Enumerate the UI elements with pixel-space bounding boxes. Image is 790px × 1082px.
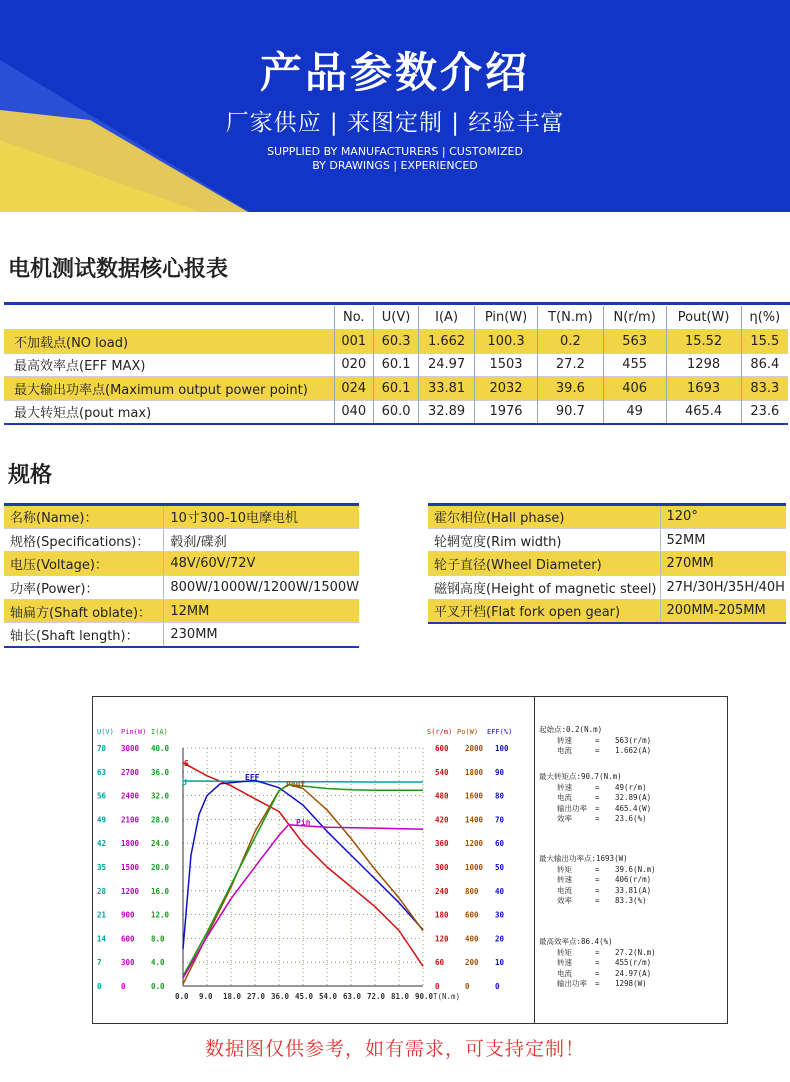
footer-disclaimer: 数据图仅供参考，如有需求，可支持定制！	[204, 1038, 585, 1060]
table-cell: 040	[334, 400, 374, 424]
note-val: 32.89(A)	[615, 793, 652, 802]
note-row	[539, 875, 656, 886]
table-cell: 563	[603, 330, 666, 354]
note-val: 24.97(A)	[615, 968, 652, 978]
y-tick-label: 20.0	[151, 863, 170, 872]
row-label: 不加载点(NO load)	[4, 330, 334, 354]
note-eq: =	[595, 979, 600, 988]
spec-row	[4, 552, 359, 576]
note-lab: 输出功率	[557, 803, 587, 813]
table-cell: 86.4	[750, 357, 780, 373]
spec-value: 52MM	[660, 528, 786, 552]
table-cell: 60.3	[374, 330, 419, 354]
note-eq: =	[595, 896, 600, 905]
note-eq: =	[595, 793, 600, 802]
table-cell: 2032	[475, 377, 538, 401]
banner-title: 产品参数介绍	[259, 48, 530, 97]
note-block	[539, 725, 651, 757]
y-tick-label: 60	[435, 958, 445, 968]
x-tick-label: 81.0	[391, 992, 410, 1001]
note-eq: =	[595, 885, 600, 895]
axis-label: Po(W)	[457, 728, 479, 736]
y-tick-label: 900	[121, 910, 135, 920]
x-tick-label: 54.0	[319, 992, 338, 1001]
y-tick-label: 56	[97, 791, 107, 801]
note-eq: =	[595, 968, 600, 978]
y-tick-label: 300	[435, 863, 449, 872]
y-tick-label: 400	[465, 934, 479, 944]
y-tick-label: 80	[495, 791, 505, 801]
axis-label: U(V)	[97, 728, 114, 736]
y-tick-label: 1800	[121, 839, 140, 849]
chart-notes-panel	[534, 697, 728, 1023]
note-row	[539, 865, 656, 876]
x-tick-label: 0.0	[175, 992, 189, 1001]
spec-value: 27H/30H/35H/40H	[660, 576, 786, 600]
y-tick-label: 1600	[465, 791, 484, 801]
table-cell: 60.1	[374, 353, 419, 377]
note-lab: 转速	[557, 958, 572, 967]
note-val: 83.3(%)	[615, 896, 647, 905]
note-block	[539, 854, 656, 907]
table-cell: η(%)	[741, 306, 788, 330]
x-tick-label: 63.0	[343, 992, 362, 1001]
note-val: 465.4(W)	[615, 803, 652, 813]
note-lab: 效率	[557, 814, 572, 823]
note-lab: 电流	[557, 885, 572, 895]
y-tick-label: 2700	[121, 767, 140, 777]
note-row	[539, 948, 656, 959]
table-cell: 1693	[666, 377, 741, 401]
y-tick-label: 0	[495, 982, 500, 991]
y-tick-label: 2400	[121, 791, 140, 801]
table-cell: 455	[603, 353, 666, 377]
note-block	[539, 772, 651, 825]
axis-label: I(A)	[151, 728, 168, 736]
y-tick-label: 0	[465, 982, 470, 991]
table-header-row	[4, 306, 788, 330]
note-lab: 电流	[557, 968, 572, 978]
note-row	[539, 979, 656, 990]
y-tick-label: 7	[97, 958, 102, 968]
note-eq: =	[595, 803, 600, 813]
table-cell: 83.3	[741, 377, 788, 401]
table-cell: 1503	[475, 353, 538, 377]
note-val: 23.6(%)	[615, 814, 647, 823]
note-lab: 输出功率	[557, 979, 587, 988]
note-eq: =	[595, 958, 600, 967]
note-lab: 效率	[557, 896, 572, 905]
y-tick-label: 21	[97, 910, 107, 920]
curve-label: S	[184, 759, 189, 768]
note-val: 406(r/m)	[615, 875, 652, 884]
spec-key: 霍尔相位(Hall phase)	[428, 505, 660, 529]
spec-value: 270MM	[660, 552, 786, 576]
note-val: 455(r/m)	[615, 958, 652, 967]
y-tick-label: 32.0	[151, 791, 170, 801]
spec-key: 功率(Power)：	[4, 576, 164, 600]
spec-value: 120°	[660, 505, 786, 529]
y-tick-label: 540	[435, 767, 449, 777]
y-tick-label: 1400	[465, 815, 484, 825]
spec-value: 230MM	[164, 623, 359, 647]
table-row	[4, 330, 788, 354]
axis-label: Pin(W)	[121, 728, 147, 736]
spec-key: 磁钢高度(Height of magnetic steel)	[428, 576, 660, 600]
note-row	[539, 958, 656, 969]
spec-row	[428, 599, 786, 623]
y-tick-label: 2000	[465, 744, 484, 753]
y-tick-label: 2100	[121, 815, 140, 825]
table-row	[4, 377, 788, 401]
spec-row	[428, 576, 786, 600]
table-cell: 1.662	[419, 330, 475, 354]
x-tick-label: 9.0	[199, 992, 213, 1001]
y-tick-label: 16.0	[151, 886, 170, 896]
row-label: 最大转矩点(pout max)	[4, 400, 334, 424]
spec-row	[428, 505, 786, 529]
y-tick-label: 0.0	[151, 982, 165, 991]
table-cell: 60.0	[374, 400, 419, 424]
note-title: 最大输出功率点:1693(W)	[539, 854, 628, 863]
y-tick-label: 1800	[465, 767, 484, 777]
note-eq: =	[595, 735, 600, 745]
y-tick-label: 120	[435, 934, 449, 944]
note-eq: =	[595, 746, 600, 755]
table-cell: 39.6	[537, 377, 603, 401]
x-tick-label: 36.0	[271, 992, 290, 1001]
y-tick-label: 63	[97, 767, 107, 777]
axis-label: EFF(%)	[487, 728, 513, 736]
header-banner	[0, 0, 790, 212]
y-tick-label: 420	[435, 815, 449, 825]
curve-label: U	[182, 778, 187, 787]
table-row	[4, 400, 788, 424]
spec-value: 800W/1000W/1200W/1500W	[164, 576, 359, 600]
table-cell: N(r/m)	[603, 306, 666, 330]
note-eq: =	[595, 864, 600, 874]
x-tick-label: 45.0	[295, 992, 314, 1001]
curve-label: EFF	[245, 773, 260, 782]
y-tick-label: 480	[435, 791, 449, 801]
note-lab: 电流	[557, 746, 572, 755]
y-tick-label: 4.0	[151, 958, 165, 968]
table-cell: 100.3	[475, 330, 538, 354]
y-tick-label: 800	[465, 886, 479, 896]
banner-english-line-1: SUPPLIED BY MANUFACTURERS | CUSTOMIZED	[267, 145, 523, 158]
y-tick-label: 14	[97, 934, 107, 944]
note-row	[539, 886, 656, 897]
note-title: 起始点:0.2(N.m)	[539, 725, 603, 734]
table-cell: 33.81	[419, 377, 475, 401]
y-tick-label: 20	[495, 934, 505, 944]
x-tick-label: 90.0	[415, 992, 434, 1001]
y-tick-label: 200	[465, 958, 479, 968]
note-title: 最高效率点:86.4(%)	[539, 937, 613, 946]
y-tick-label: 28	[97, 886, 107, 896]
note-row	[539, 736, 651, 747]
note-eq: =	[595, 875, 600, 884]
table-cell: 90.7	[537, 400, 603, 424]
y-tick-label: 28.0	[151, 815, 170, 825]
note-eq: =	[595, 814, 600, 823]
note-lab: 转矩	[557, 864, 572, 874]
note-row	[539, 746, 651, 757]
note-val: 27.2(N.m)	[615, 947, 656, 957]
note-row	[539, 793, 651, 804]
note-lab: 转速	[557, 875, 572, 884]
table-cell: I(A)	[419, 306, 475, 330]
y-tick-label: 600	[435, 744, 449, 753]
y-tick-label: 35	[97, 863, 107, 872]
spec-key: 名称(Name)：	[4, 505, 164, 529]
table-cell: 406	[603, 377, 666, 401]
y-tick-label: 1500	[121, 863, 140, 872]
note-block	[539, 937, 656, 990]
spec-table-right	[428, 503, 786, 624]
spec-key: 规格(Specifications)：	[4, 528, 164, 552]
table-cell: 60.1	[374, 377, 419, 401]
note-row	[539, 896, 656, 907]
y-tick-label: 40.0	[151, 744, 170, 753]
table-cell: 49	[603, 400, 666, 424]
note-lab: 电流	[557, 793, 572, 802]
y-tick-label: 42	[97, 839, 107, 849]
y-tick-label: 30	[495, 910, 505, 920]
y-tick-label: 300	[121, 958, 135, 968]
report-title: 电机测试数据核心报表	[8, 257, 229, 282]
table-cell: 1298	[666, 353, 741, 377]
curve-label: Pin	[296, 818, 311, 827]
note-val: 1.662(A)	[615, 746, 652, 755]
table-cell: 24.97	[419, 353, 475, 377]
table-cell: T(N.m)	[537, 306, 603, 330]
table-cell: 27.2	[537, 353, 603, 377]
y-tick-label: 0	[121, 982, 126, 991]
note-val: 33.81(A)	[615, 885, 652, 895]
spec-key: 轮子直径(Wheel Diameter)	[428, 552, 660, 576]
note-row	[539, 969, 656, 980]
chart-plot	[93, 697, 533, 1023]
table-cell: 465.4	[666, 400, 741, 424]
note-eq: =	[595, 947, 600, 957]
spec-key: 轴长(Shaft length)：	[4, 623, 164, 647]
table-cell: 020	[334, 353, 374, 377]
x-tick-label: 27.0	[247, 992, 266, 1001]
report-top-rule	[4, 302, 790, 305]
y-tick-label: 600	[465, 910, 479, 920]
table-cell: 23.6	[750, 404, 780, 419]
spec-row	[4, 528, 359, 552]
spec-row	[4, 576, 359, 600]
note-val: 563(r/m)	[615, 735, 652, 745]
y-tick-label: 70	[495, 815, 505, 825]
y-tick-label: 1200	[465, 839, 484, 849]
x-axis-label: T(N.m)	[433, 992, 461, 1001]
table-cell: 32.89	[419, 400, 475, 424]
y-tick-label: 100	[495, 744, 509, 753]
series-line-pin	[183, 825, 423, 978]
axis-label: S(r/m)	[427, 728, 453, 736]
y-tick-label: 24.0	[151, 839, 170, 849]
y-tick-label: 90	[495, 767, 505, 777]
y-tick-label: 240	[435, 886, 449, 896]
table-cell: 1976	[475, 400, 538, 424]
spec-key: 轮辋宽度(Rim width)	[428, 528, 660, 552]
y-tick-label: 0	[97, 982, 102, 991]
spec-row	[428, 552, 786, 576]
note-val: 1298(W)	[615, 979, 647, 988]
note-title: 最大转矩点:90.7(N.m)	[539, 772, 622, 781]
y-tick-label: 3000	[121, 744, 140, 753]
y-tick-label: 36.0	[151, 767, 170, 777]
x-tick-label: 72.0	[367, 992, 386, 1001]
spec-value: 200MM-205MM	[660, 599, 786, 623]
row-label	[4, 306, 334, 330]
table-cell: U(V)	[374, 306, 419, 330]
y-tick-label: 50	[495, 863, 505, 872]
spec-row	[428, 528, 786, 552]
spec-value: 毂刹/碟刹	[164, 528, 359, 552]
table-cell: 024	[334, 377, 374, 401]
y-tick-label: 10	[495, 958, 505, 968]
table-cell: Pout(W)	[666, 306, 741, 330]
note-lab: 转矩	[557, 947, 572, 957]
x-tick-label: 18.0	[223, 992, 242, 1001]
curve-label: Pout	[286, 780, 306, 789]
spec-row	[4, 505, 359, 529]
spec-value: 12MM	[164, 599, 359, 623]
row-label: 最高效率点(EFF MAX)	[4, 353, 334, 377]
note-lab: 转速	[557, 782, 572, 792]
y-tick-label: 0	[435, 982, 440, 991]
note-row	[539, 804, 651, 815]
table-cell: 15.5	[741, 330, 788, 354]
table-cell: 0.2	[537, 330, 603, 354]
spec-table-left	[4, 503, 359, 648]
y-tick-label: 49	[97, 815, 107, 825]
y-tick-label: 1000	[465, 863, 484, 872]
y-tick-label: 40	[495, 886, 505, 896]
table-cell: No.	[334, 306, 374, 330]
y-tick-label: 60	[495, 839, 505, 849]
note-val: 39.6(N.m)	[615, 864, 656, 874]
table-cell: 15.52	[666, 330, 741, 354]
motor-performance-chart	[92, 696, 728, 1024]
y-tick-label: 12.0	[151, 910, 170, 920]
table-row	[4, 353, 788, 377]
banner-english-line-2: BY DRAWINGS | EXPERIENCED	[312, 159, 478, 172]
spec-key: 轴扁方(Shaft oblate)：	[4, 599, 164, 623]
note-lab: 转速	[557, 735, 572, 745]
table-cell: 001	[334, 330, 374, 354]
spec-value: 48V/60V/72V	[164, 552, 359, 576]
y-tick-label: 8.0	[151, 934, 165, 944]
banner-subtitle: 厂家供应 | 来图定制 | 经验丰富	[225, 110, 565, 136]
note-eq: =	[595, 782, 600, 792]
y-tick-label: 600	[121, 934, 135, 944]
y-tick-label: 1200	[121, 886, 140, 896]
spec-value: 10寸300-10电摩电机	[164, 505, 359, 529]
row-label: 最大输出功率点(Maximum output power point)	[4, 377, 334, 401]
y-tick-label: 70	[97, 744, 107, 753]
spec-row	[4, 599, 359, 623]
y-tick-label: 180	[435, 910, 449, 920]
spec-title: 规格	[8, 463, 53, 488]
table-cell: Pin(W)	[475, 306, 538, 330]
spec-row	[4, 623, 359, 647]
y-tick-label: 360	[435, 839, 449, 849]
note-row	[539, 814, 651, 825]
note-val: 49(r/m)	[615, 782, 647, 792]
spec-key: 电压(Voltage)：	[4, 552, 164, 576]
note-row	[539, 783, 651, 794]
spec-key: 平叉开档(Flat fork open gear)	[428, 599, 660, 623]
test-data-table	[4, 306, 788, 425]
